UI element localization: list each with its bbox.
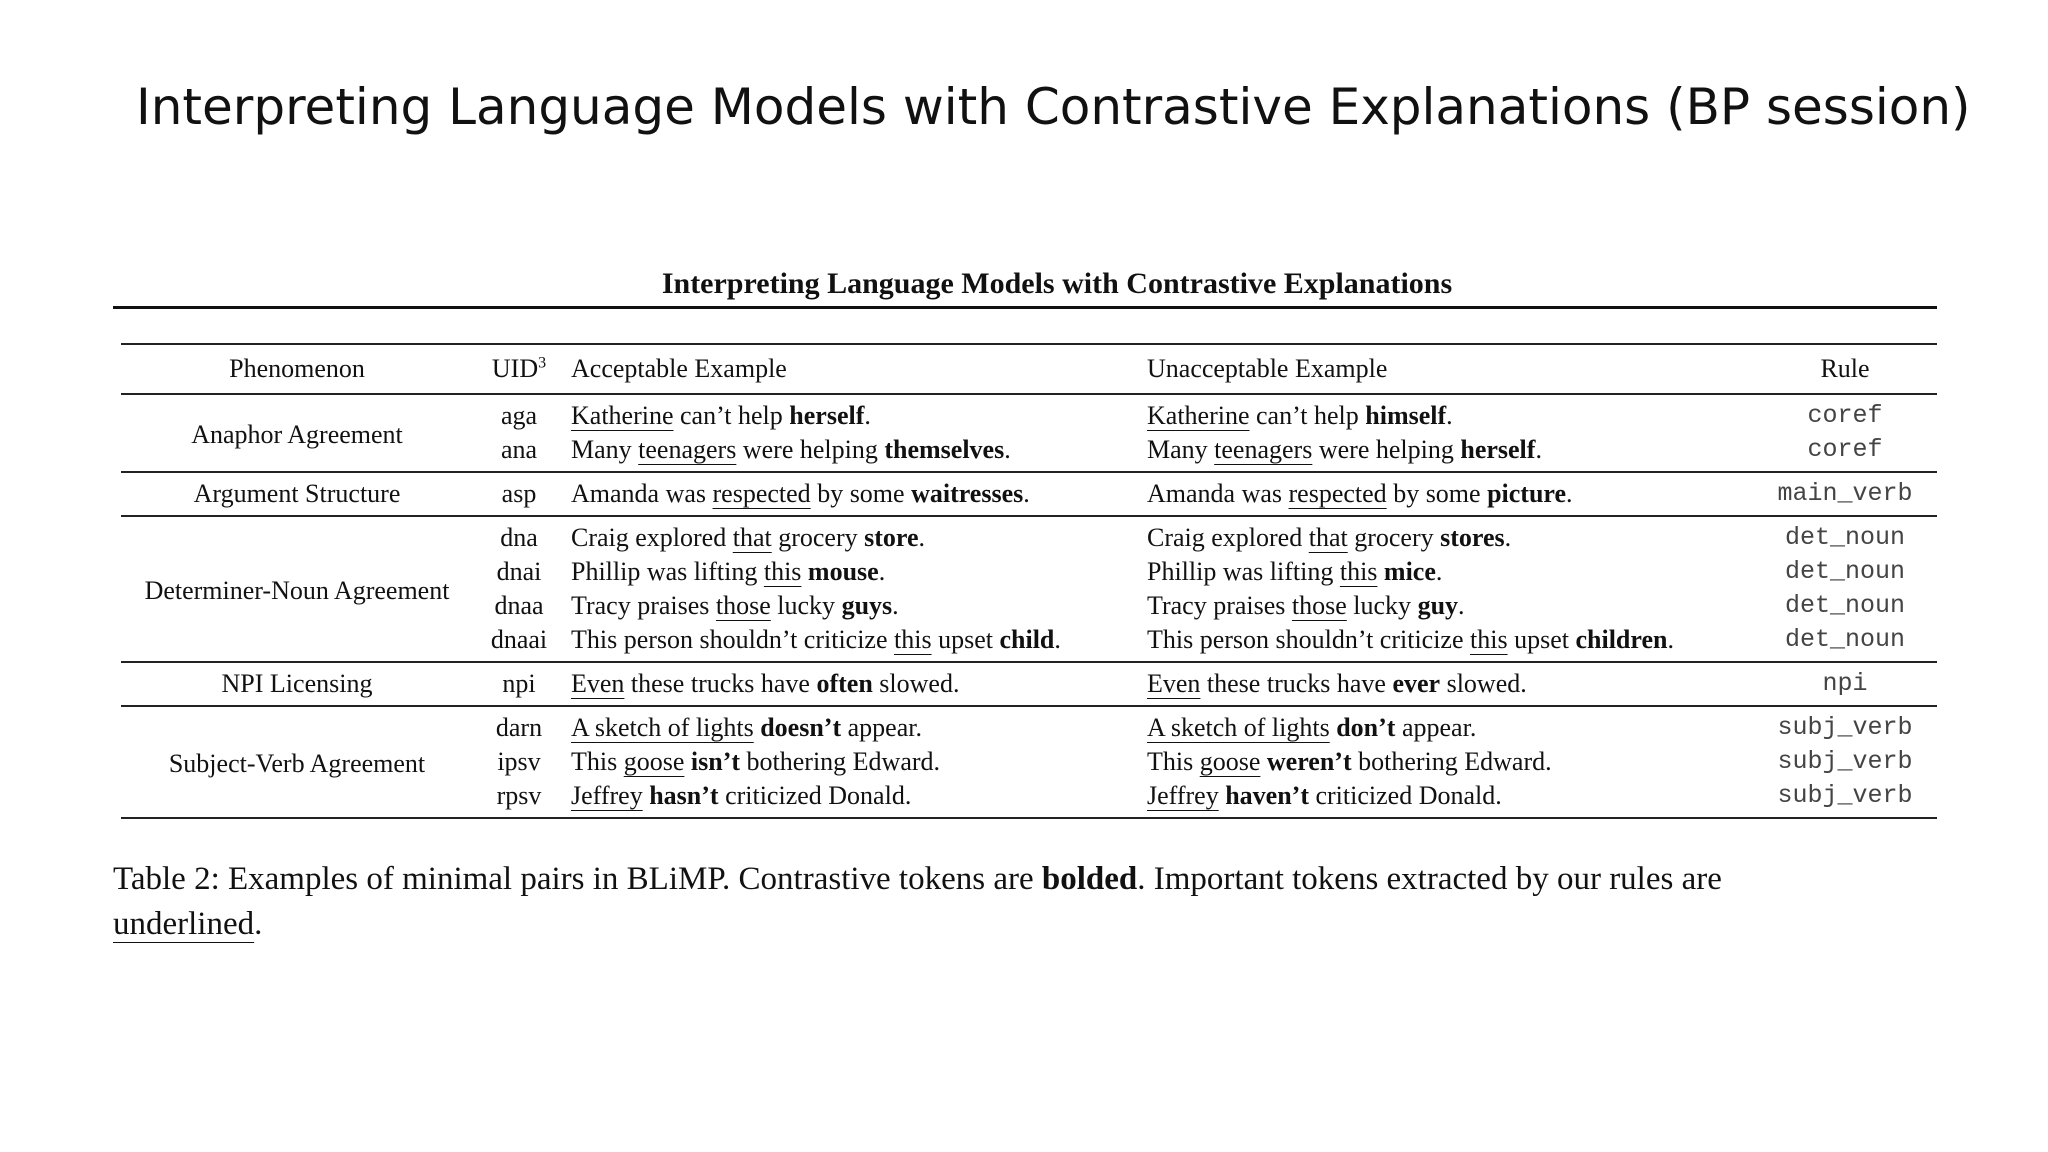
- acceptable-bold-token: hasn’t: [649, 781, 719, 810]
- caption-text: . Important tokens extracted by our rules are: [1137, 861, 1722, 897]
- unacceptable-text: Many: [1147, 435, 1215, 464]
- unacceptable-bold-token: picture: [1487, 479, 1567, 508]
- uid-cell: rpsv: [496, 781, 542, 810]
- acceptable-bold-token: themselves: [884, 435, 1005, 464]
- header-phenomenon: Phenomenon: [229, 354, 365, 383]
- unacceptable-bold-token: himself: [1365, 401, 1447, 430]
- acceptable-example-cell: [565, 555, 1141, 589]
- table-caption: [113, 857, 1937, 947]
- acceptable-text: .: [1004, 435, 1011, 464]
- header-uid: [473, 344, 565, 394]
- table-row: [121, 706, 1937, 745]
- unacceptable-example-cell: [1141, 555, 1753, 589]
- acceptable-text: .: [1023, 479, 1030, 508]
- unacceptable-bold-token: children: [1575, 625, 1668, 654]
- rule-cell: subj_verb: [1777, 781, 1913, 810]
- acceptable-underlined-token: respected: [712, 479, 811, 508]
- unacceptable-example-cell: [1141, 472, 1753, 516]
- header-uid-footnote: 3: [538, 354, 547, 372]
- uid-cell: dnaai: [490, 625, 548, 654]
- acceptable-text: were helping: [736, 435, 885, 464]
- acceptable-text: .: [1054, 625, 1061, 654]
- blimp-examples-table: [121, 343, 1937, 819]
- unacceptable-text: were helping: [1312, 435, 1461, 464]
- caption-underlined-token: underlined: [113, 906, 255, 942]
- unacceptable-text: bothering Edward.: [1351, 747, 1552, 776]
- unacceptable-bold-token: don’t: [1336, 713, 1396, 742]
- unacceptable-text: .: [1435, 557, 1443, 586]
- table-row: [121, 394, 1937, 433]
- unacceptable-text: .: [1566, 479, 1573, 508]
- acceptable-bold-token: store: [864, 523, 919, 552]
- caption-text: .: [254, 906, 263, 942]
- unacceptable-bold-token: haven’t: [1225, 781, 1309, 810]
- acceptable-example-cell: [565, 662, 1141, 706]
- acceptable-text: Phillip was lifting: [571, 557, 764, 586]
- rule-cell: coref: [1807, 435, 1883, 464]
- phenomenon-cell: Determiner-Noun Agreement: [144, 576, 450, 605]
- rule-cell: coref: [1807, 401, 1883, 430]
- uid-cell: dnaa: [494, 591, 544, 620]
- unacceptable-example-cell: [1141, 779, 1753, 818]
- header-rule-col: Rule: [1820, 354, 1870, 383]
- rule-cell: subj_verb: [1777, 747, 1913, 776]
- unacceptable-text: .: [1446, 401, 1453, 430]
- rule-cell: npi: [1822, 669, 1868, 698]
- unacceptable-text: appear.: [1395, 713, 1477, 742]
- acceptable-text: Craig explored: [571, 523, 733, 552]
- table-row: [121, 472, 1937, 516]
- rule-cell: det_noun: [1784, 557, 1906, 586]
- rule-cell: det_noun: [1784, 591, 1906, 620]
- phenomenon-cell: Subject-Verb Agreement: [168, 749, 426, 778]
- acceptable-underlined-token: teenagers: [638, 435, 737, 464]
- acceptable-example-cell: [565, 623, 1141, 662]
- uid-cell: ipsv: [497, 747, 541, 776]
- unacceptable-example-cell: [1141, 394, 1753, 433]
- rule-cell: det_noun: [1784, 523, 1906, 552]
- acceptable-example-cell: [565, 433, 1141, 472]
- unacceptable-underlined-token: A sketch of lights: [1147, 713, 1330, 742]
- phenomenon-cell: Argument Structure: [193, 479, 401, 508]
- acceptable-text: bothering Edward.: [740, 747, 941, 776]
- acceptable-text: appear.: [841, 713, 922, 742]
- paper-header: Interpreting Language Models with Contrastive Explanations: [661, 267, 1453, 300]
- acceptable-underlined-token: A sketch of lights: [571, 713, 754, 742]
- acceptable-underlined-token: this: [763, 557, 802, 586]
- unacceptable-bold-token: guy: [1417, 591, 1459, 620]
- unacceptable-text: slowed.: [1440, 669, 1527, 698]
- unacceptable-text: This person shouldn’t criticize: [1147, 625, 1471, 654]
- acceptable-bold-token: herself: [789, 401, 865, 430]
- unacceptable-bold-token: ever: [1392, 669, 1441, 698]
- acceptable-text: .: [918, 523, 926, 552]
- rule-cell: main_verb: [1777, 479, 1913, 508]
- unacceptable-text: these trucks have: [1200, 669, 1393, 698]
- unacceptable-underlined-token: goose: [1199, 747, 1261, 776]
- acceptable-example-cell: [565, 706, 1141, 745]
- unacceptable-text: can’t help: [1249, 401, 1366, 430]
- unacceptable-example-cell: [1141, 623, 1753, 662]
- header-acceptable: Acceptable Example: [571, 354, 787, 383]
- acceptable-underlined-token: Even: [571, 669, 625, 698]
- acceptable-text: This person shouldn’t criticize: [571, 625, 895, 654]
- acceptable-text: .: [878, 557, 886, 586]
- unacceptable-text: criticized Donald.: [1308, 781, 1502, 810]
- unacceptable-text: by some: [1386, 479, 1488, 508]
- acceptable-underlined-token: that: [732, 523, 772, 552]
- unacceptable-underlined-token: those: [1291, 591, 1347, 620]
- rule-cell: subj_verb: [1777, 713, 1913, 742]
- uid-cell: dna: [500, 523, 538, 552]
- unacceptable-example-cell: [1141, 433, 1753, 472]
- unacceptable-text: grocery: [1347, 523, 1441, 552]
- acceptable-bold-token: mouse: [807, 557, 879, 586]
- table-row: [121, 516, 1937, 555]
- phenomenon-cell: Anaphor Agreement: [191, 420, 403, 449]
- unacceptable-bold-token: mice: [1383, 557, 1436, 586]
- acceptable-underlined-token: Katherine: [571, 401, 674, 430]
- acceptable-underlined-token: those: [715, 591, 771, 620]
- phenomenon-cell: NPI Licensing: [221, 669, 373, 698]
- phenomenon-group: [121, 472, 1937, 516]
- table-row: [121, 662, 1937, 706]
- unacceptable-example-cell: [1141, 589, 1753, 623]
- acceptable-text: by some: [810, 479, 912, 508]
- unacceptable-text: upset: [1507, 625, 1576, 654]
- acceptable-text: criticized Donald.: [718, 781, 912, 810]
- caption-bold-token: bolded: [1041, 861, 1138, 897]
- unacceptable-underlined-token: respected: [1288, 479, 1387, 508]
- uid-cell: npi: [502, 669, 536, 698]
- acceptable-example-cell: [565, 589, 1141, 623]
- acceptable-example-cell: [565, 472, 1141, 516]
- unacceptable-underlined-token: this: [1339, 557, 1378, 586]
- unacceptable-example-cell: [1141, 662, 1753, 706]
- slide-title: Interpreting Language Models with Contrastive Explanations (BP session): [136, 78, 1971, 136]
- phenomenon-group: [121, 394, 1937, 472]
- unacceptable-bold-token: herself: [1460, 435, 1536, 464]
- acceptable-bold-token: doesn’t: [760, 713, 842, 742]
- acceptable-text: slowed.: [872, 669, 960, 698]
- acceptable-text: upset: [931, 625, 1000, 654]
- acceptable-text: these trucks have: [624, 669, 817, 698]
- acceptable-underlined-token: goose: [623, 747, 685, 776]
- phenomenon-group: [121, 662, 1937, 706]
- acceptable-underlined-token: Jeffrey: [571, 781, 643, 810]
- unacceptable-underlined-token: teenagers: [1214, 435, 1313, 464]
- unacceptable-text: .: [1458, 591, 1465, 620]
- unacceptable-underlined-token: that: [1308, 523, 1348, 552]
- header-rule: [113, 306, 1937, 309]
- acceptable-bold-token: guys: [841, 591, 893, 620]
- acceptable-text: grocery: [771, 523, 865, 552]
- acceptable-text: .: [892, 591, 899, 620]
- acceptable-bold-token: waitresses: [911, 479, 1024, 508]
- paper-figure: [113, 262, 1937, 947]
- acceptable-text: Many: [571, 435, 639, 464]
- acceptable-text: can’t help: [673, 401, 790, 430]
- acceptable-example-cell: [565, 516, 1141, 555]
- phenomenon-group: [121, 706, 1937, 818]
- uid-cell: dnai: [496, 557, 542, 586]
- acceptable-bold-token: often: [816, 669, 873, 698]
- unacceptable-text: Craig explored: [1147, 523, 1309, 552]
- unacceptable-underlined-token: Even: [1147, 669, 1201, 698]
- unacceptable-text: Phillip was lifting: [1147, 557, 1340, 586]
- unacceptable-text: .: [1535, 435, 1542, 464]
- uid-cell: darn: [495, 713, 543, 742]
- acceptable-underlined-token: this: [894, 625, 932, 654]
- unacceptable-underlined-token: Jeffrey: [1147, 781, 1219, 810]
- unacceptable-text: .: [1667, 625, 1674, 654]
- phenomenon-group: [121, 516, 1937, 662]
- acceptable-example-cell: [565, 394, 1141, 433]
- unacceptable-example-cell: [1141, 706, 1753, 745]
- unacceptable-text: This: [1147, 747, 1200, 776]
- uid-cell: aga: [500, 401, 538, 430]
- rule-cell: det_noun: [1784, 625, 1906, 654]
- unacceptable-underlined-token: Katherine: [1147, 401, 1250, 430]
- unacceptable-example-cell: [1141, 516, 1753, 555]
- header-unacceptable: Unacceptable Example: [1147, 354, 1388, 383]
- acceptable-text: Amanda was: [571, 479, 713, 508]
- acceptable-text: Tracy praises: [571, 591, 716, 620]
- acceptable-bold-token: child: [999, 625, 1055, 654]
- acceptable-example-cell: [565, 779, 1141, 818]
- acceptable-bold-token: isn’t: [690, 747, 741, 776]
- unacceptable-underlined-token: this: [1470, 625, 1508, 654]
- acceptable-text: lucky: [770, 591, 842, 620]
- table-header-row: [121, 344, 1937, 394]
- unacceptable-text: Amanda was: [1147, 479, 1289, 508]
- acceptable-example-cell: [565, 745, 1141, 779]
- unacceptable-text: .: [1504, 523, 1512, 552]
- unacceptable-bold-token: stores: [1440, 523, 1505, 552]
- uid-cell: ana: [500, 435, 538, 464]
- unacceptable-bold-token: weren’t: [1266, 747, 1352, 776]
- unacceptable-text: lucky: [1346, 591, 1418, 620]
- header-uid-label: UID: [491, 354, 539, 383]
- acceptable-text: .: [864, 401, 871, 430]
- uid-cell: asp: [501, 479, 537, 508]
- unacceptable-example-cell: [1141, 745, 1753, 779]
- caption-text: Table 2: Examples of minimal pairs in BLiMP. Contrastive tokens are: [113, 861, 1042, 897]
- acceptable-text: This: [571, 747, 624, 776]
- unacceptable-text: Tracy praises: [1147, 591, 1292, 620]
